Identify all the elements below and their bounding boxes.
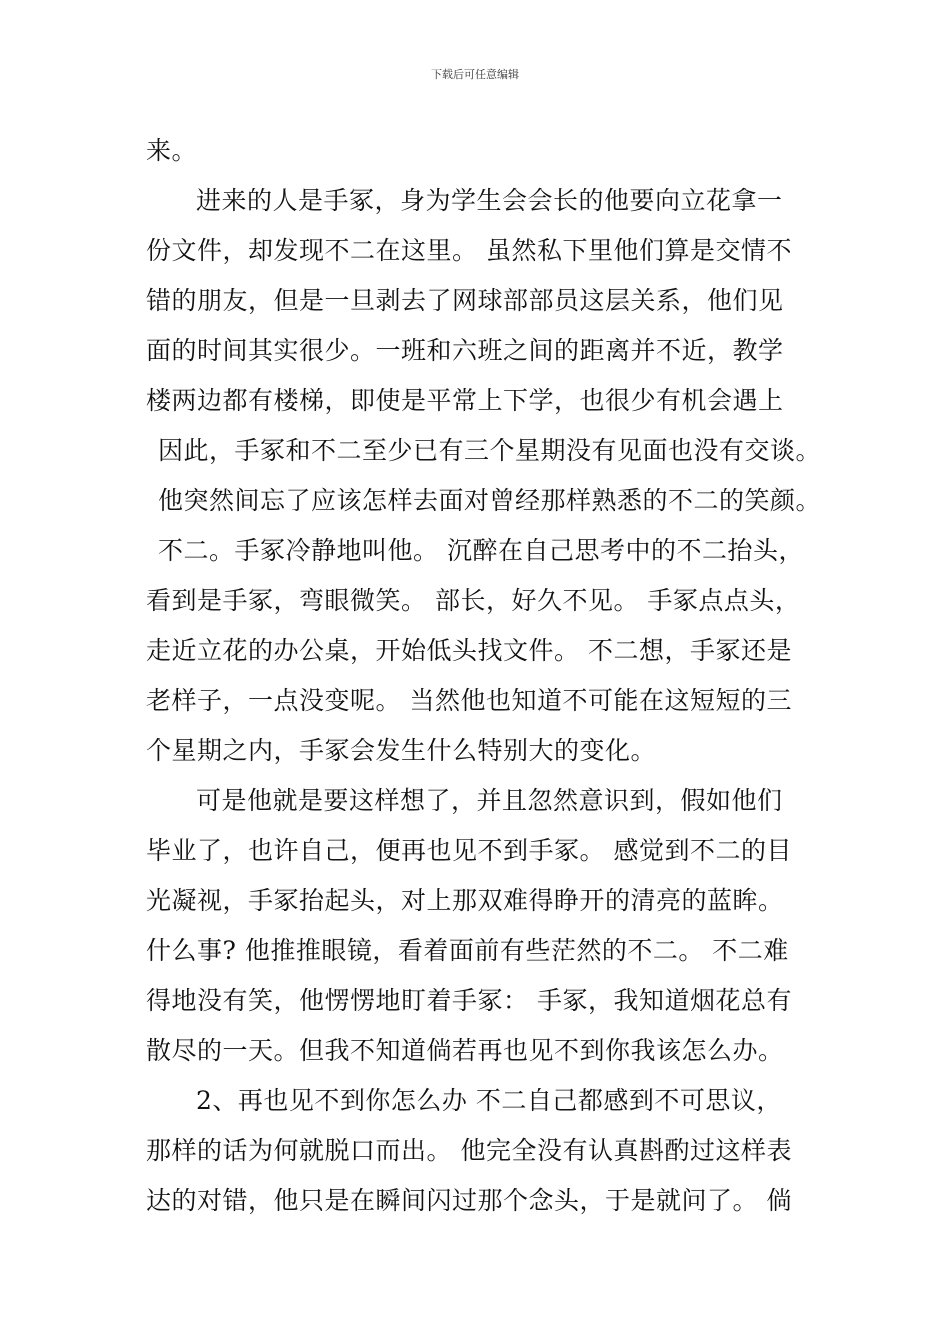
- text-line: 可是他就是要这样想了，并且忽然意识到，假如他们: [196, 786, 783, 815]
- text-line: 错的朋友，但是一旦剥去了网球部部员这层关系，他们见: [146, 286, 784, 315]
- text-line: 个星期之内，手冢会发生什么特别大的变化。: [146, 736, 657, 765]
- text-line: 不二。手冢冷静地叫他。 沉醉在自己思考中的不二抬头，: [158, 536, 804, 565]
- text-line: 因此，手冢和不二至少已有三个星期没有见面也没有交谈。: [158, 436, 822, 465]
- text-line: 走近立花的办公桌，开始低头找文件。 不二想，手冢还是: [146, 636, 792, 665]
- text-line: 面的时间其实很少。一班和六班之间的距离并不近，教学: [146, 336, 784, 365]
- text-line: 达的对错，他只是在瞬间闪过那个念头，于是就问了。 倘: [146, 1186, 792, 1215]
- text-line: 份文件，却发现不二在这里。 虽然私下里他们算是交情不: [146, 236, 792, 265]
- text-line: 看到是手冢，弯眼微笑。 部长，好久不见。 手冢点点头，: [146, 586, 801, 615]
- text-line: 那样的话为何就脱口而出。 他完全没有认真斟酌过这样表: [146, 1136, 792, 1165]
- text-line: 光凝视，手冢抬起头，对上那双难得睁开的清亮的蓝眸。: [146, 886, 784, 915]
- text-line: 楼两边都有楼梯，即使是平常上下学，也很少有机会遇上: [146, 386, 784, 415]
- text-line: 散尽的一天。但我不知道倘若再也见不到你我该怎么办。: [146, 1036, 784, 1065]
- page-header: 下载后可任意编辑: [431, 68, 519, 81]
- text-line: 他突然间忘了应该怎样去面对曾经那样熟悉的不二的笑颜。: [158, 486, 822, 515]
- text-line: 毕业了，也许自己，便再也见不到手冢。 感觉到不二的目: [146, 836, 792, 865]
- text-line: 2、再也见不到你怎么办 不二自己都感到不可思议，: [196, 1086, 782, 1115]
- text-line: 进来的人是手冢，身为学生会会长的他要向立花拿一: [196, 186, 783, 215]
- text-line: 来。: [146, 136, 198, 165]
- body-text: [146, 126, 836, 1226]
- text-line: 老样子，一点没变呢。 当然他也知道不可能在这短短的三: [146, 686, 792, 715]
- text-line: 得地没有笑，他愣愣地盯着手冢： 手冢，我知道烟花总有: [146, 986, 792, 1015]
- text-line: 什么事? 他推推眼镜，看着面前有些茫然的不二。 不二难: [146, 936, 789, 965]
